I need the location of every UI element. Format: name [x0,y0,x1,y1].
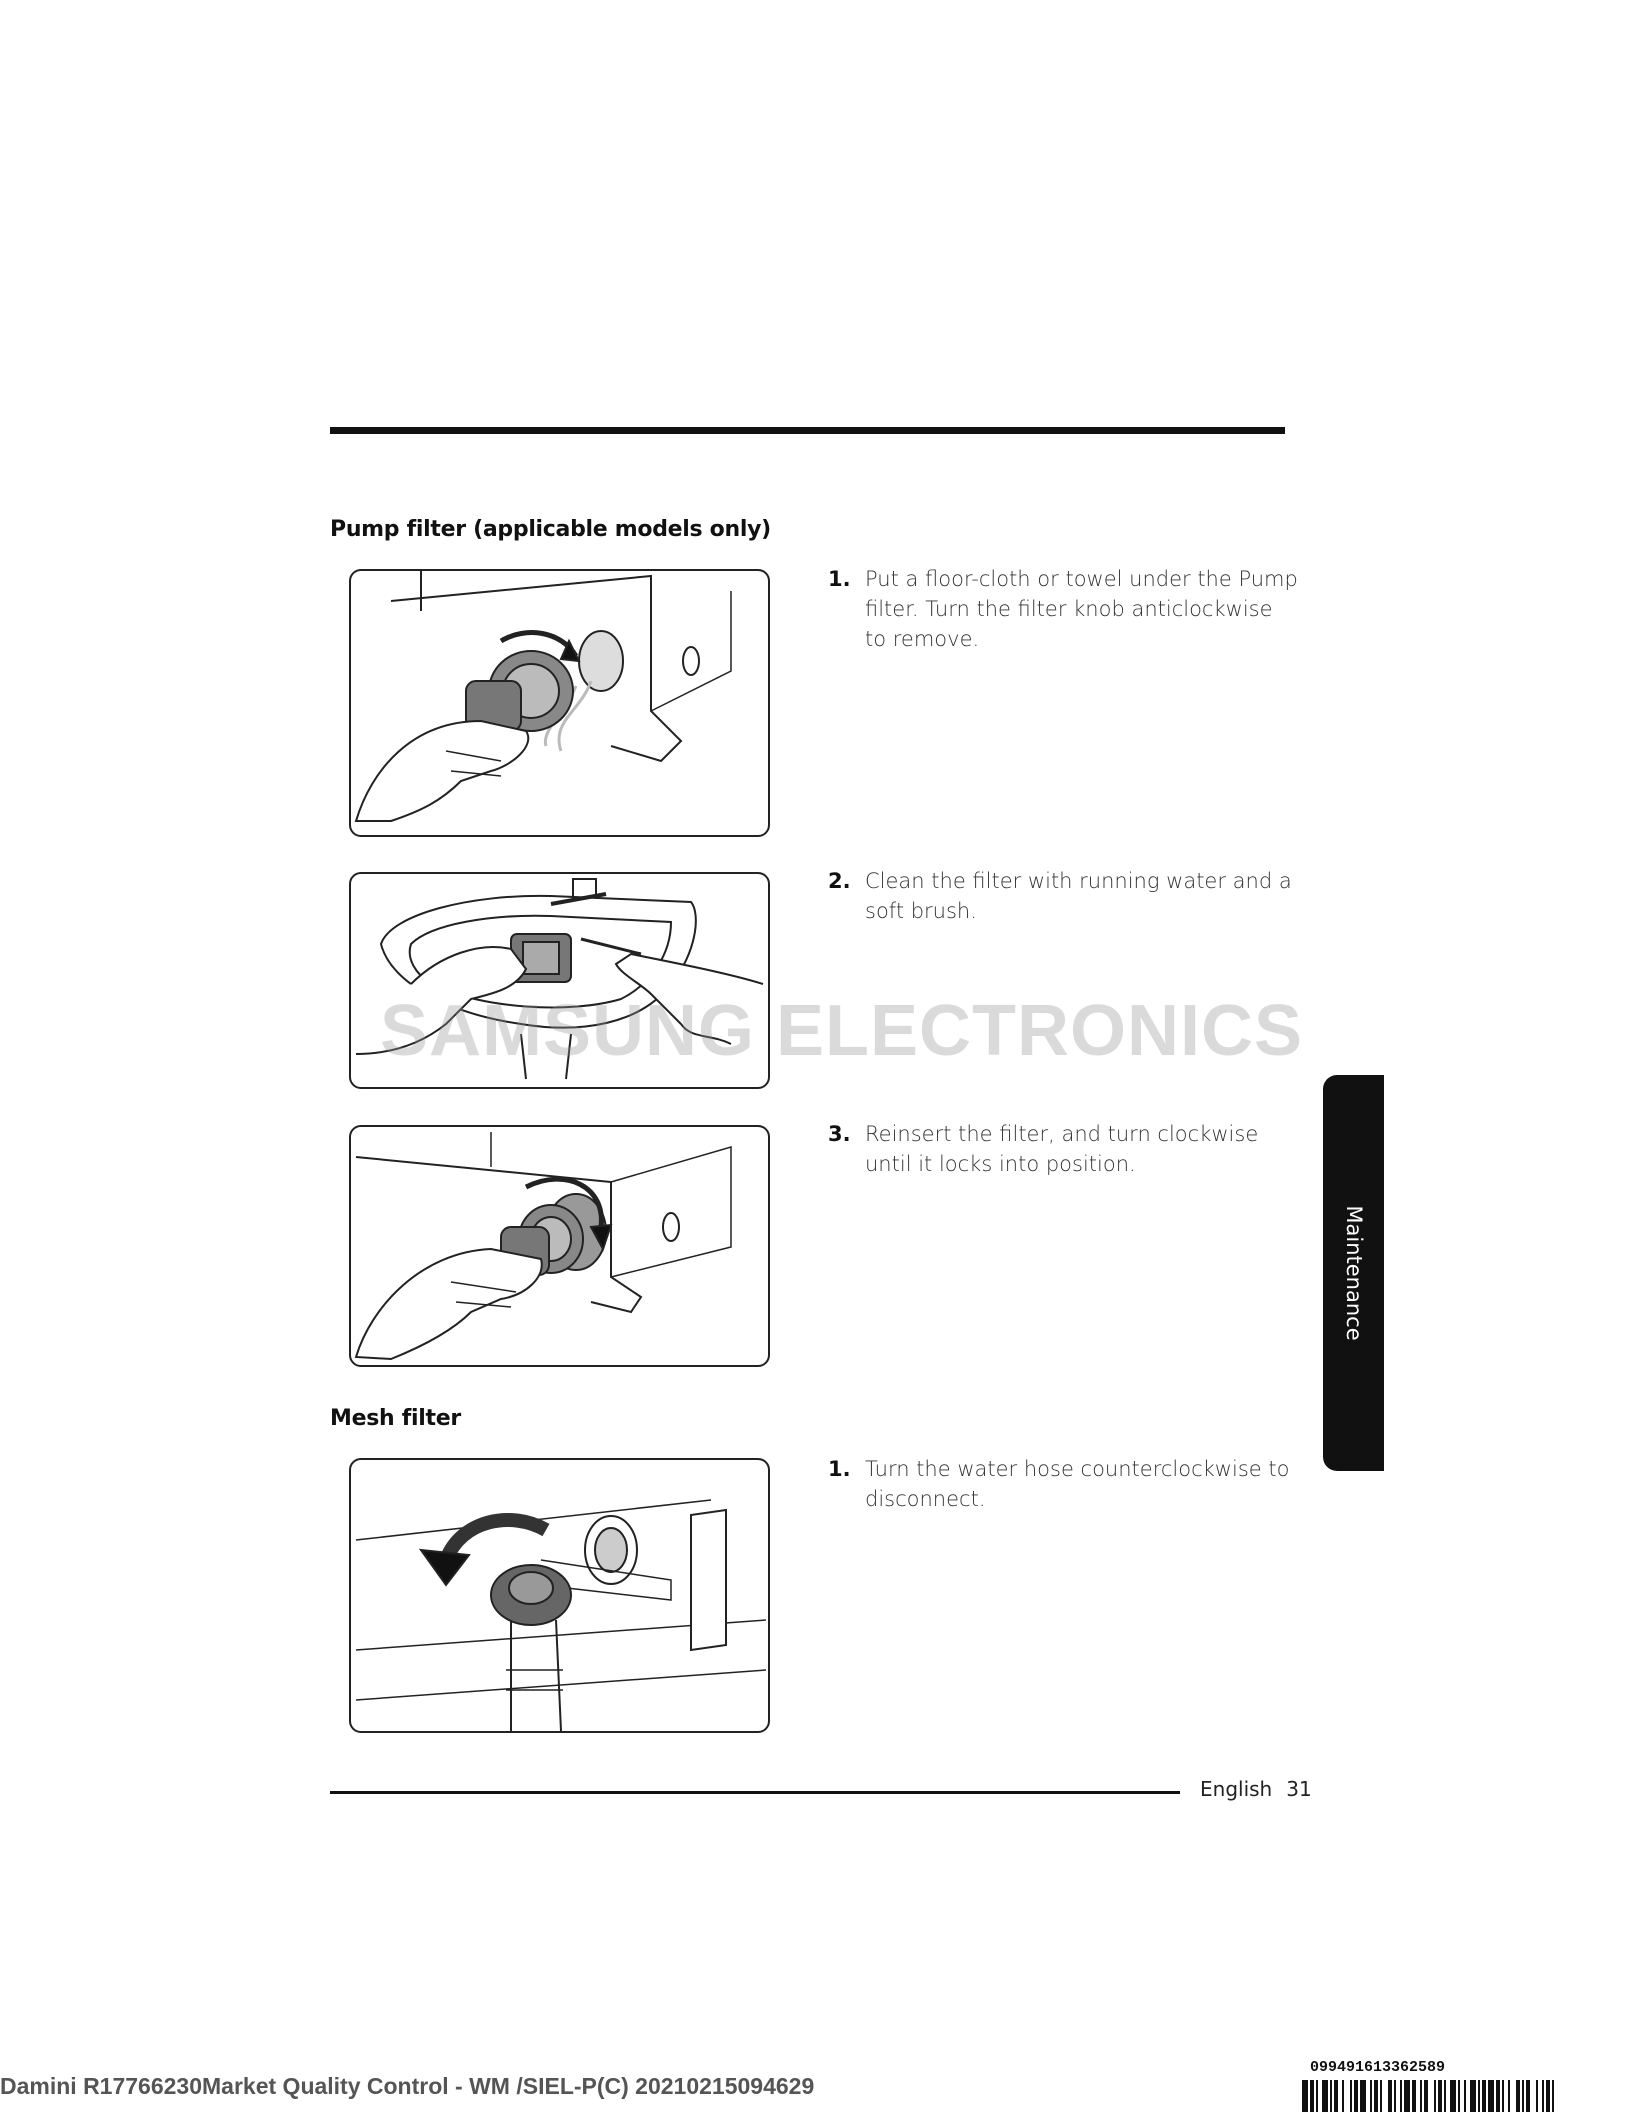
pump-filter-removal-illustration [349,569,770,837]
step-number: 2. [828,869,851,893]
watermark: SAMSUNG ELECTRONICS [380,991,1304,1071]
step-number: 1. [828,567,851,591]
water-hose-disconnect-illustration [349,1458,770,1733]
footer [1200,1777,1312,1801]
top-rule [330,427,1285,434]
pump-filter-reinsert-illustration [349,1125,770,1367]
footer-rule [330,1791,1180,1794]
step-number: 3. [828,1122,851,1146]
step-number: 1. [828,1457,851,1481]
barcode-number: 099491613362589 [1310,2059,1446,2076]
page-number: 31 [1286,1777,1312,1801]
step-3-text [828,1119,1298,1179]
pump-filter-title: Pump filter (applicable models only) [330,517,771,542]
step-description: Put a floor-cloth or towel under the Pump filter. Turn the filter knob anticlockwise to remove. [865,567,1298,651]
step-description: Reinsert the filter, and turn clockwise until it locks into position. [865,1122,1259,1176]
maintenance-side-tab [1323,1075,1384,1471]
mesh-step-1-text [828,1454,1298,1514]
step-description: Clean the filter with running water and a soft brush. [865,869,1292,923]
step-1-text [828,564,1298,654]
mesh-filter-title: Mesh filter [330,1406,461,1431]
quality-control-stamp: Damini R17766230Market Quality Control - WM /SIEL-P(C) 20210215094629 [0,2073,815,2099]
footer-language: English [1200,1777,1273,1801]
step-description: Turn the water hose counterclockwise to disconnect. [865,1457,1290,1511]
side-tab-label: Maintenance [1341,1205,1366,1341]
barcode-icon [1302,2080,1632,2112]
step-2-text [828,866,1298,926]
